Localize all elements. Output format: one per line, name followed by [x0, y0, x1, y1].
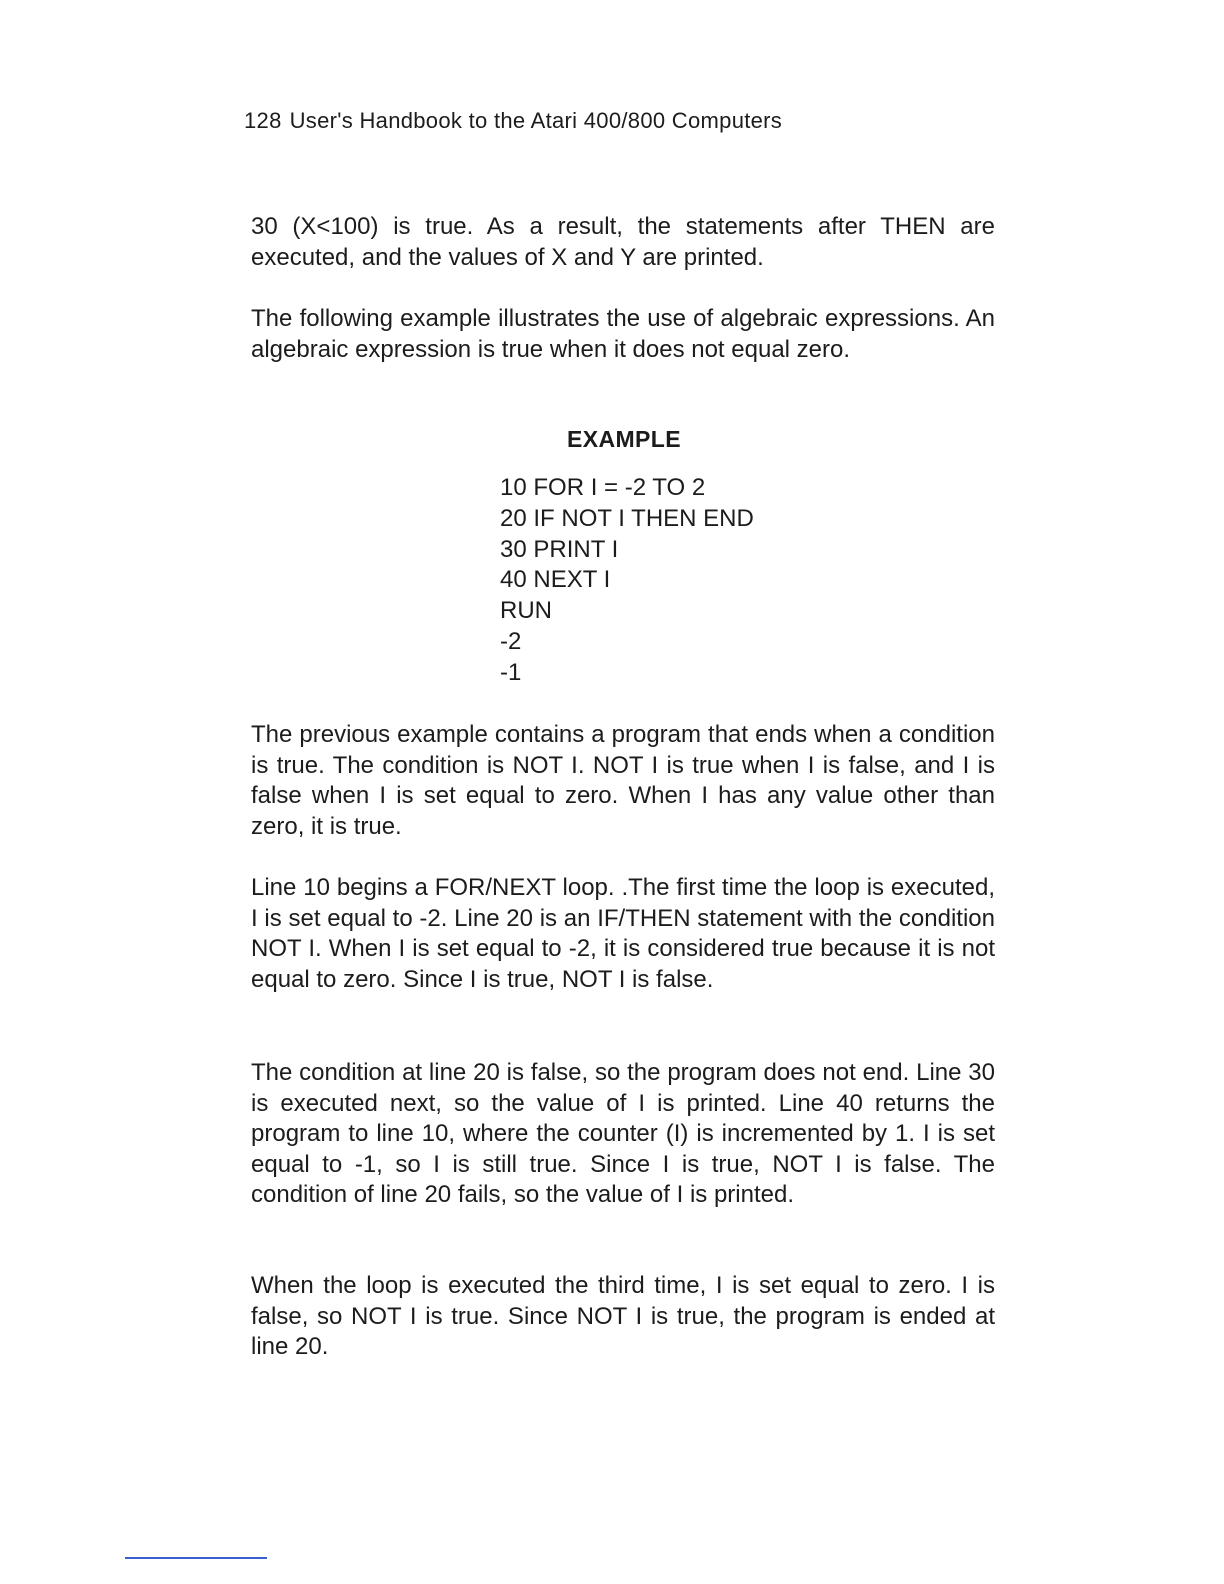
- book-title: User's Handbook to the Atari 400/800 Computers: [289, 108, 783, 133]
- code-line: RUN: [500, 597, 552, 625]
- paragraph-2: The following example illustrates the use of algebraic expressions. An algebraic expression is true when it does not equal zero.: [251, 305, 995, 363]
- code-line: 30 PRINT I: [500, 535, 619, 563]
- code-line: 10 FOR I = -2 TO 2: [500, 474, 706, 501]
- running-head: [244, 108, 782, 134]
- code-listing: [500, 473, 754, 689]
- example-title: EXAMPLE: [567, 426, 681, 452]
- paragraph-6: When the loop is executed the third time, I is set equal to zero. I is false, so NOT I is true. Since NOT I is true, the program is ended at line 20.: [251, 1272, 995, 1360]
- paragraph-1: 30 (X<100) is true. As a result, the statements after THEN are executed, and the values of X and Y are printed.: [251, 213, 995, 271]
- page-number: 128: [244, 108, 282, 133]
- code-line: 20 IF NOT I THEN END: [500, 504, 754, 532]
- paragraph-5: The condition at line 20 is false, so the program does not end. Line 30 is executed next, so the value of I is printed. Line 40 returns the program to line 10, where the counter (I) is incremented by 1. I is set equal to -1, so I is still true. Since I is true, NOT I is false. The condition of line 20 fails, so the value of I is printed.: [251, 1059, 995, 1208]
- code-output-line: -2: [500, 627, 522, 655]
- paragraph-4: Line 10 begins a FOR/NEXT loop. .The first time the loop is executed, I is set equal to -2. Line 20 is an IF/THEN statement with the condition NOT I. When I is set equal to -2, it is considered true because it is not equal to zero. Since I is true, NOT I is false.: [251, 874, 995, 993]
- paragraph-3: The previous example contains a program that ends when a condition is true. The condition is NOT I. NOT I is true when I is false, and I is false when I is set equal to zero. When I has any value other than zero, it is true.: [251, 721, 995, 840]
- code-line: 40 NEXT I: [500, 566, 611, 594]
- footnote-rule: [125, 1557, 267, 1559]
- code-output-line: -1: [500, 658, 522, 686]
